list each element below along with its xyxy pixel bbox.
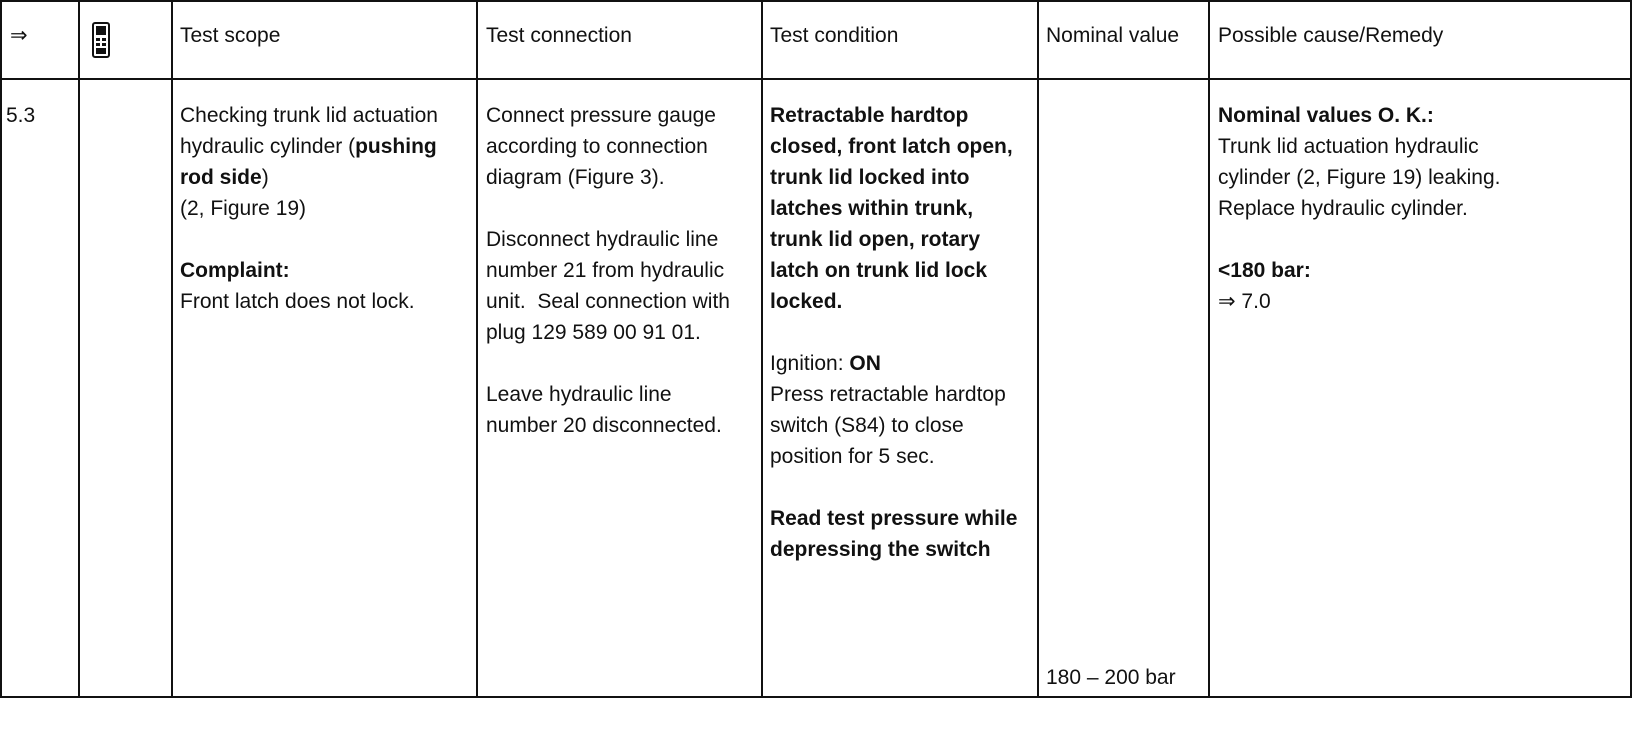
step-number: 5.3 [6, 104, 36, 127]
condition-line: Read test pressure while [770, 507, 1018, 530]
col-divider [1037, 0, 1039, 698]
cause-line: Trunk lid actuation hydraulic [1218, 135, 1479, 158]
low-pressure-ref: ⇒ 7.0 [1218, 290, 1271, 313]
table-border-top [0, 0, 1632, 2]
col-divider [761, 0, 763, 698]
condition-line: latches within trunk, [770, 197, 974, 220]
condition-line: depressing the switch [770, 538, 991, 561]
connection-line: Leave hydraulic line [486, 383, 672, 406]
ignition-value: ON [849, 352, 881, 375]
condition-line: Press retractable hardtop [770, 383, 1006, 406]
scope-line [180, 131, 470, 162]
scope-line: Checking trunk lid actuation [180, 104, 438, 127]
cause-line: cylinder (2, Figure 19) leaking. [1218, 166, 1501, 189]
condition-line: trunk lid locked into [770, 166, 970, 189]
ok-label: Nominal values O. K.: [1218, 104, 1434, 127]
scope-bold: rod side [180, 166, 262, 189]
col-divider [78, 0, 80, 698]
scope-bold: pushing [355, 135, 437, 158]
complaint-label: Complaint: [180, 259, 290, 282]
header-possible-cause: Possible cause/Remedy [1218, 24, 1444, 47]
connection-line: unit. Seal connection with [486, 290, 730, 313]
header-test-scope: Test scope [180, 24, 281, 47]
connection-line: number 21 from hydraulic [486, 259, 725, 282]
col-divider [1208, 0, 1210, 698]
condition-line: position for 5 sec. [770, 445, 935, 468]
col-divider [171, 0, 173, 698]
scope-text: ) [261, 166, 269, 189]
scope-line [180, 162, 470, 193]
ignition-line [770, 348, 1036, 379]
header-test-condition: Test condition [770, 24, 899, 47]
connection-line: number 20 disconnected. [486, 414, 722, 437]
test-connection-cell [486, 100, 758, 441]
col-divider [476, 0, 478, 698]
possible-cause-cell [1218, 100, 1628, 317]
scope-line: (2, Figure 19) [180, 197, 307, 220]
test-scope-cell [180, 100, 470, 317]
connection-line: Disconnect hydraulic line [486, 228, 719, 251]
ignition-label: Ignition: [770, 352, 850, 375]
col-divider [0, 0, 2, 698]
header-arrow: ⇒ [10, 24, 28, 47]
connection-line: Connect pressure gauge [486, 104, 716, 127]
condition-line: closed, front latch open, [770, 135, 1013, 158]
header-divider [0, 78, 1632, 80]
condition-line: locked. [770, 290, 843, 313]
table-border-bottom [0, 696, 1632, 698]
condition-line: switch (S84) to close [770, 414, 964, 437]
tester-device-icon [92, 22, 110, 58]
cause-line: Replace hydraulic cylinder. [1218, 197, 1468, 220]
connection-line: according to connection [486, 135, 708, 158]
connection-line: plug 129 589 00 91 01. [486, 321, 701, 344]
condition-line: trunk lid open, rotary [770, 228, 981, 251]
condition-line: latch on trunk lid lock [770, 259, 988, 282]
scope-text: hydraulic cylinder ( [180, 135, 356, 158]
condition-line: Retractable hardtop [770, 104, 969, 127]
header-test-connection: Test connection [486, 24, 632, 47]
connection-line: diagram (Figure 3). [486, 166, 665, 189]
nominal-value: 180 – 200 bar [1046, 666, 1176, 689]
complaint-text: Front latch does not lock. [180, 290, 415, 313]
low-pressure-label: <180 bar: [1218, 259, 1311, 282]
header-nominal-value: Nominal value [1046, 24, 1180, 47]
test-condition-cell [770, 100, 1036, 565]
